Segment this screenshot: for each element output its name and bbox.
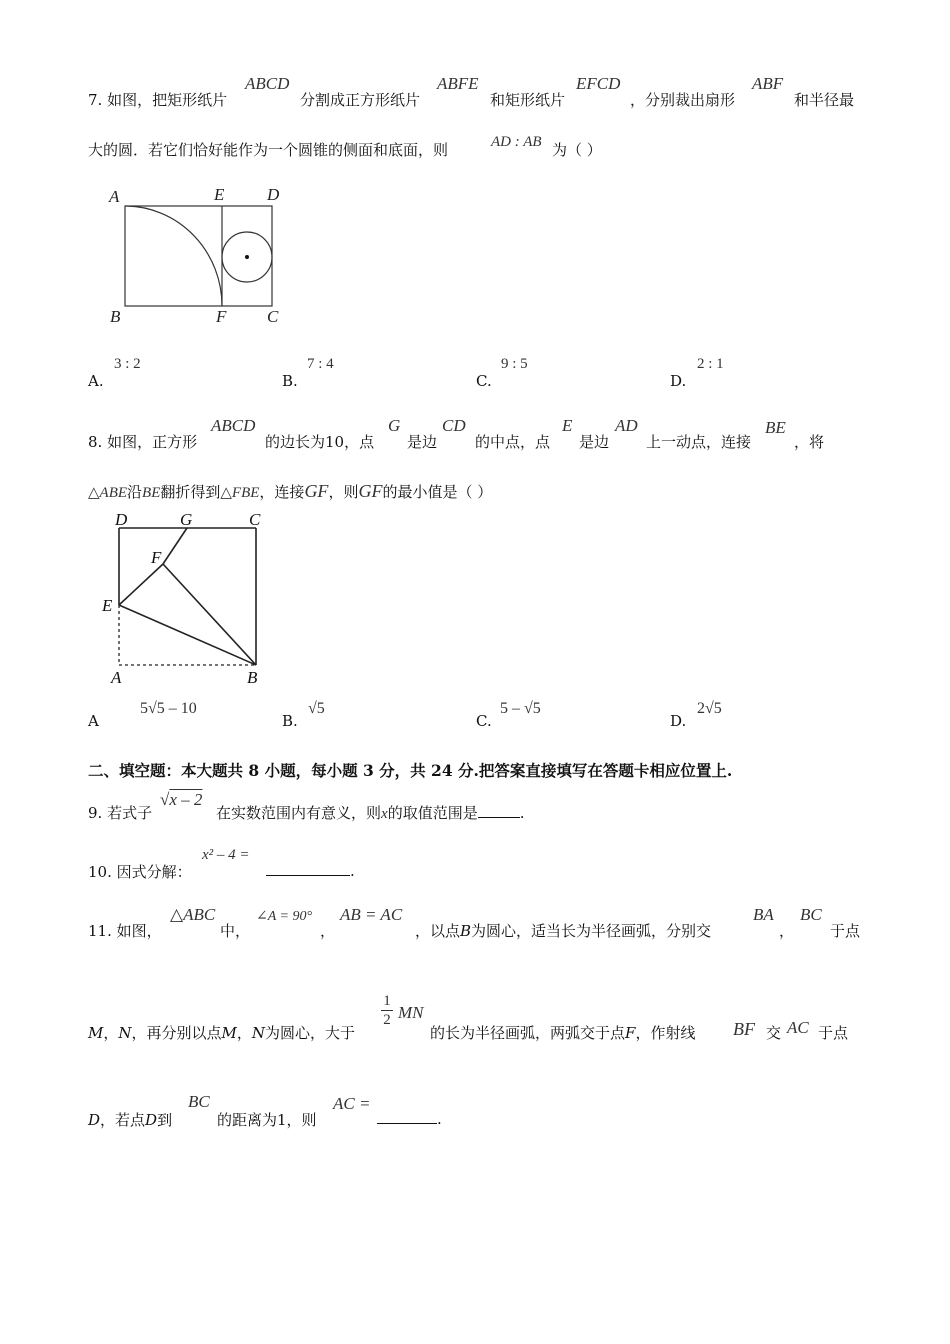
q9-answer-blank[interactable] (478, 803, 520, 818)
q7-math-abcd: ABCD (245, 74, 290, 93)
q11-line2b: 的长为半径画弧，两弧交于点F，作射线 (430, 1024, 696, 1042)
q7-math-abf: ABF (752, 74, 784, 93)
q8-text2: 的边长为10，点 (265, 433, 375, 451)
q7-label-d: D (267, 185, 280, 204)
q7-option-b-value: 7 : 4 (307, 356, 334, 372)
q7-number: 7. (88, 91, 103, 109)
q9-line: 9. 若式子 (88, 804, 153, 822)
q8-option-c-letter[interactable]: C. (476, 712, 492, 730)
q7-label-b: B (110, 307, 121, 326)
q7-math-abfe: ABFE (437, 74, 479, 93)
q11-math-triangle: △ABC (170, 905, 216, 924)
q10-answer-blank[interactable] (266, 861, 350, 876)
q8-label-g: G (180, 510, 193, 529)
q7-answer-paren: 为（ ） (552, 141, 602, 159)
q11-answer-blank[interactable] (377, 1109, 437, 1124)
q8-option-a-value: 5√5 – 10 (140, 700, 197, 717)
q7-label-e: E (214, 185, 225, 204)
q8-line2: △ABE沿BE翻折得到△FBE，连接GF，则GF的最小值是（ ） (88, 481, 493, 501)
q11-text-yudian: 于点 (818, 1024, 849, 1042)
q8-label-a: A (111, 668, 122, 687)
q8-figure (95, 505, 275, 690)
q9-radical: √x – 2 (160, 790, 203, 809)
q11-math-ba: BA (753, 905, 774, 924)
q8-math-g: G (388, 416, 401, 435)
q7-label-a: A (109, 187, 120, 206)
q7-option-a-value: 3 : 2 (114, 356, 141, 372)
q11-text4: ，以点B为圆心，适当长为半径画弧，分别交 (415, 922, 712, 940)
q11-text3: ， (320, 922, 336, 940)
q11-fraction-numerator: 1 (381, 992, 393, 1011)
q7-option-c-value: 9 : 5 (501, 356, 528, 372)
q9-number: 9. (88, 804, 103, 822)
q10-line: 10. 因式分解： (88, 863, 192, 881)
q10-number: 10. (88, 863, 112, 881)
q7-math-ratio: AD : AB (491, 134, 542, 150)
q7-label-f: F (216, 307, 227, 326)
q11-answer: . (377, 1109, 442, 1128)
q8-math-abcd: ABCD (211, 416, 256, 435)
q8-math-e: E (562, 416, 573, 435)
q11-math-bf: BF (733, 1019, 755, 1039)
q11-math-ac: AC (787, 1018, 809, 1037)
q10-answer: . (266, 861, 355, 880)
q8-label-d: D (115, 510, 128, 529)
q7-text5: 和半径最 (794, 91, 855, 109)
q8-label-c: C (249, 510, 261, 529)
q11-text-jiao: 交 (766, 1024, 782, 1042)
q8-text3: 是边 (407, 433, 438, 451)
q11-fraction-denominator: 2 (383, 1012, 391, 1028)
q8-line1: 8. 如图，正方形 (88, 433, 198, 451)
q11-math-bc: BC (800, 905, 822, 924)
q8-option-d-letter[interactable]: D. (670, 712, 687, 730)
q7-text2: 分割成正方形纸片 (300, 91, 421, 109)
q8-option-a-letter[interactable]: A (88, 712, 99, 730)
q7-figure (100, 180, 300, 330)
q9-radicand: x – 2 (169, 790, 203, 809)
q11-math-ac-eq: AC = (333, 1094, 371, 1113)
q7-text3: 和矩形纸片 (490, 91, 566, 109)
q7-option-a-letter[interactable]: A. (88, 372, 104, 390)
q7-rectangle (125, 206, 272, 306)
q7-sector-arc (125, 206, 222, 306)
q7-option-b-letter[interactable]: B. (282, 372, 298, 390)
q8-option-d-value: 2√5 (697, 700, 722, 717)
q8-segment-be (119, 605, 256, 665)
q7-label-c: C (267, 307, 279, 326)
q7-circle-center (245, 255, 249, 259)
q8-segment-fg (163, 528, 187, 564)
q11-line1: 11. 如图， (88, 922, 162, 940)
q11-text2: 中， (220, 922, 251, 940)
q8-label-f: F (151, 548, 162, 567)
q11-number: 11. (88, 922, 112, 940)
q8-option-b-letter[interactable]: B. (282, 712, 298, 730)
q11-text7: 于点 (830, 922, 861, 940)
q11-line3a: D，若点D到 (88, 1111, 173, 1129)
q8-math-ad: AD (615, 416, 638, 435)
q8-text7: ，将 (794, 433, 825, 451)
q8-label-e: E (102, 596, 113, 615)
q8-text6: 上一动点，连接 (646, 433, 752, 451)
q9-text2: 在实数范围内有意义，则x的取值范围是 . (216, 804, 525, 822)
q11-text6: ， (779, 922, 795, 940)
q8-option-b-value: √5 (308, 700, 325, 717)
q7-option-d-value: 2 : 1 (697, 356, 724, 372)
q11-line2a: M，N，再分别以点M，N为圆心，大于 (88, 1024, 356, 1042)
q7-text4: ，分别裁出扇形 (630, 91, 736, 109)
q7-math-efcd: EFCD (576, 74, 621, 93)
q11-math-angle: ∠A = 90° (256, 909, 313, 924)
q11-math-mn: MN (398, 1003, 424, 1022)
q8-label-b: B (247, 668, 258, 687)
q8-math-be: BE (765, 418, 786, 437)
section2-heading: 二、填空题：本大题共 8 小题，每小题 3 分，共 24 分.把答案直接填写在答题卡相应位置上. (88, 761, 733, 780)
q7-line1: 7. 如图，把矩形纸片 (88, 91, 228, 109)
q8-segment-ef (119, 564, 163, 605)
q8-option-c-value: 5 – √5 (500, 700, 541, 717)
q11-text-distance: 的距离为1，则 (217, 1111, 317, 1129)
q7-option-c-letter[interactable]: C. (476, 372, 492, 390)
q11-math-bc2: BC (188, 1092, 210, 1111)
q8-text5: 是边 (579, 433, 610, 451)
q8-segment-fb (163, 564, 256, 665)
q10-expression: x² – 4 = (202, 847, 250, 863)
q8-number: 8. (88, 433, 103, 451)
q7-option-d-letter[interactable]: D. (670, 372, 687, 390)
q11-fraction (381, 992, 393, 1029)
q8-text4: 的中点，点 (475, 433, 551, 451)
q7-line2: 大的圆．若它们恰好能作为一个圆锥的侧面和底面，则 (88, 141, 449, 159)
q8-math-cd: CD (442, 416, 466, 435)
q11-math-equal: AB = AC (340, 905, 403, 924)
